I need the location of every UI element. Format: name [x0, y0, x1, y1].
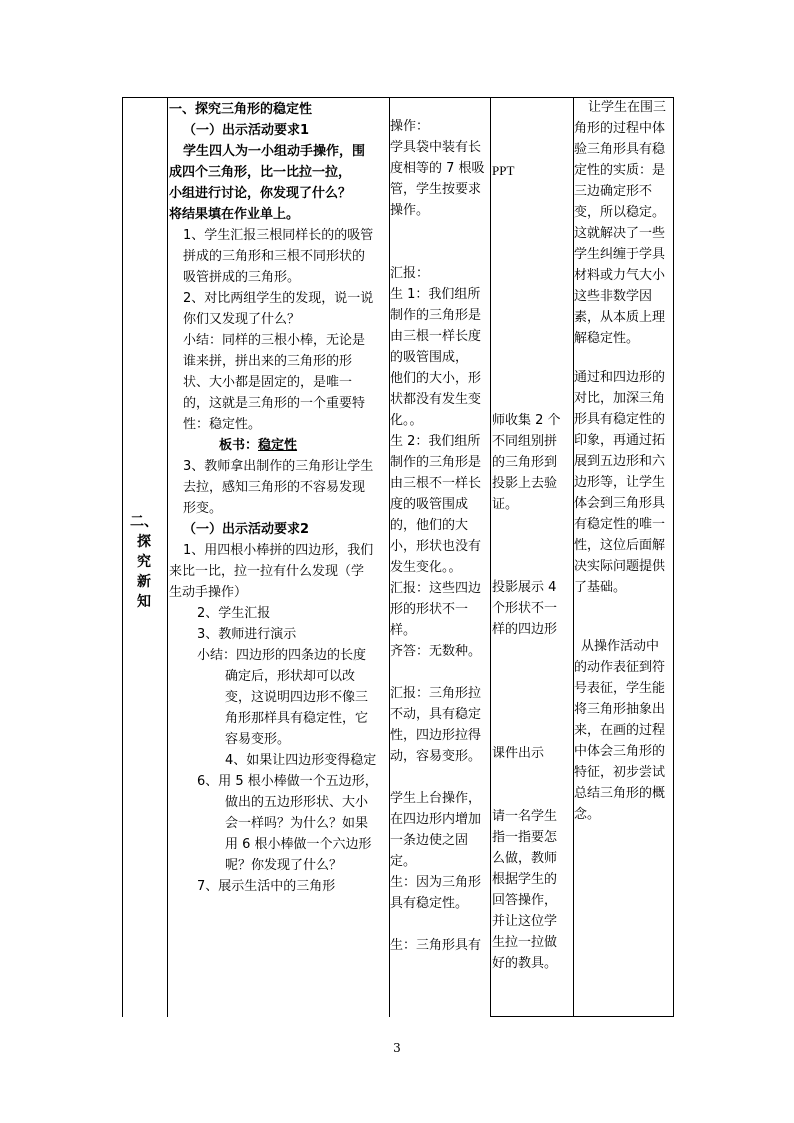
intent-text: 素，从本质上理	[574, 310, 666, 325]
report-3-text: 齐答：无数种。	[390, 644, 482, 659]
intent-text: 将三角形抽象出	[574, 702, 666, 717]
intent-text: 展到五边形和六	[574, 454, 666, 469]
report-1-text: 制作的三角形是	[390, 308, 482, 323]
projection-note	[492, 577, 557, 640]
report-1-text: 化。。	[390, 413, 423, 428]
activity-2-step-2: 2、学生汇报	[197, 606, 271, 621]
report-2-text: 由三根不一样长	[390, 476, 482, 491]
report-2-text: 度的吸管围成	[390, 497, 469, 512]
summary-2-text: 变，这说明四边形不像三	[225, 690, 369, 705]
final-student-text: 生：三角形具有	[390, 938, 482, 953]
stage-operation-text: 在四边形内增加	[390, 812, 482, 827]
table-border-left	[122, 97, 123, 1017]
intent-text: 学生纠缠于学具	[574, 247, 666, 262]
intent-text: 三边确定形不	[574, 184, 653, 199]
intent-text: 号表征，学生能	[574, 681, 666, 696]
collect-note	[492, 410, 561, 515]
intent-text: 形具有稳定性的	[574, 412, 666, 427]
projection-text: 样的四边形	[492, 622, 558, 637]
report-4-text: 性，四边形拉得	[390, 728, 482, 743]
operation-text: 度相等的 7 根吸	[390, 161, 485, 176]
intent-text: 变，所以稳定。	[574, 205, 666, 220]
board-writing	[169, 435, 388, 456]
activity-1-text: 小组进行讨论，你发现了什么？	[169, 186, 352, 201]
stage-operation-text: 学生上台操作，	[390, 791, 482, 806]
step-1-text: 1、学生汇报三根同样长的的吸管	[183, 228, 374, 243]
summary-2-text: 确定后，形状却可以改	[225, 669, 356, 684]
collect-text: 不同组别拼	[492, 434, 558, 449]
column-divider-3	[490, 97, 491, 1017]
stage-operation-text: 生：因为三角形	[390, 875, 482, 890]
intent-text: 材料或力气大小	[574, 268, 666, 283]
request-text: 并让这位学	[492, 914, 558, 929]
operation-text: 操作。	[390, 203, 430, 218]
activity-2-step-3: 3、教师进行演示	[197, 627, 297, 642]
request-text: 回答操作，	[492, 893, 558, 908]
report-2-text: 小，形状也没有	[390, 539, 482, 554]
step-4-text: 4、如果让四边形变得稳定	[225, 753, 377, 768]
step-3-text: 3、教师拿出制作的三角形让学生	[183, 459, 374, 474]
activity-1-text: 成四个三角形，比一比拉一拉，	[169, 165, 352, 180]
report-3-text: 形的形状不一	[390, 602, 469, 617]
intent-text: 念。	[574, 807, 601, 822]
intent-text: 这就解决了一些	[574, 226, 666, 241]
intent-text: 的动作表征到符	[574, 660, 666, 675]
summary-1-text: 的，这就是三角形的一个重要特	[183, 396, 366, 411]
activity-2-heading: （一）出示活动要求2	[183, 522, 310, 537]
intent-text: 特征，初步尝试	[574, 765, 666, 780]
intent-text: 有稳定性的唯一	[574, 517, 666, 532]
step-1-text: 吸管拼成的三角形。	[183, 270, 301, 285]
report-4-text: 不动，具有稳定	[390, 707, 482, 722]
step-6-text: 用 6 根小棒做一个六边形	[225, 837, 372, 852]
request-text: 么做，教师	[492, 851, 558, 866]
summary-2-text: 容易变形。	[225, 732, 291, 747]
intent-paragraph-3	[574, 636, 665, 825]
request-text: 根据学生的	[492, 872, 558, 887]
section-label-line: 新	[137, 574, 151, 590]
intent-text: 中体会三角形的	[574, 744, 666, 759]
intent-text: 体会到三角形具	[574, 496, 666, 511]
activity-1-text: 将结果填在作业单上。	[169, 207, 300, 222]
board-value: 稳定性	[258, 438, 298, 453]
report-3-text: 汇报：这些四边	[390, 581, 482, 596]
step-2-text: 你们又发现了什么？	[183, 312, 301, 327]
operation-text: 操作：	[390, 119, 430, 134]
section-label-line: 探	[137, 534, 151, 550]
activity-2-step-1: 生动手操作）	[169, 585, 248, 600]
activity-2-step-1: 来比一比，拉一拉有什么发现（学	[169, 564, 365, 579]
collect-text: 投影上去验	[492, 476, 558, 491]
intent-text: 印象，再通过拓	[574, 433, 666, 448]
activity-1-heading: （一）出示活动要求1	[183, 123, 310, 138]
table-border-bottom	[490, 1016, 674, 1017]
activity-1-text: 学生四人为一小组动手操作，围	[183, 144, 366, 159]
intent-text: 通过和四边形的	[574, 370, 666, 385]
section-label-line: 二、	[130, 514, 158, 530]
intent-text: 从操作活动中	[581, 639, 660, 654]
column-divider-1	[167, 97, 168, 1017]
collect-text: 证。	[492, 497, 519, 512]
intent-text: 定性的实质：是	[574, 163, 666, 178]
intent-text: 角形的过程中体	[574, 121, 666, 136]
section-label	[124, 512, 164, 612]
operation-text: 管，学生按要求	[390, 182, 482, 197]
summary-1-text: 状、大小都是固定的，是唯一	[183, 375, 353, 390]
section-label-line: 知	[137, 594, 151, 610]
board-label: 板书：	[219, 438, 259, 453]
request-note	[492, 806, 557, 974]
intent-text: 决实际问题提供	[574, 559, 666, 574]
report-2-text: 发生变化。。	[390, 560, 462, 575]
intent-paragraph-2	[574, 367, 665, 598]
report-3-text: 样。	[390, 623, 417, 638]
intent-text: 性，这位后面解	[574, 538, 666, 553]
section-label-line: 究	[137, 554, 151, 570]
report-4-text: 汇报：三角形拉	[390, 686, 482, 701]
step-6-text: 呢？你发现了什么？	[225, 858, 343, 873]
intent-text: 这些非数学因	[574, 289, 653, 304]
step-3-text: 去拉，感知三角形的不容易发现	[183, 480, 366, 495]
report-1-text: 由三根一样长度	[390, 329, 482, 344]
report-4-text: 动，容易变形。	[390, 749, 482, 764]
step-7-text: 7、展示生活中的三角形	[197, 879, 336, 894]
intent-text: 解稳定性。	[574, 331, 640, 346]
report-1-text: 他们的大小，形	[390, 371, 482, 386]
step-6-text: 6、用 5 根小棒做一个五边形，	[197, 774, 378, 789]
courseware-label: 课件出示	[492, 746, 545, 761]
report-2-text: 生 2：我们组所	[390, 434, 481, 449]
projection-text: 个形状不一	[492, 601, 558, 616]
summary-1-text: 谁来拼，拼出来的三角形的形	[183, 354, 353, 369]
intent-text: 验三角形具有稳	[574, 142, 666, 157]
step-1-text: 拼成的三角形和三根不同形状的	[183, 249, 366, 264]
report-1-text: 的吸管围成，	[390, 350, 469, 365]
report-1-text: 汇报：	[390, 266, 430, 281]
table-border-right	[673, 97, 674, 1017]
report-1-text: 生 1：我们组所	[390, 287, 481, 302]
intent-text: 边形等，让学生	[574, 475, 666, 490]
activity-2-step-1: 1、用四根小棒拼的四边形，我们	[183, 543, 374, 558]
stage-operation-text: 具有稳定性。	[390, 896, 469, 911]
process-title: 一、探究三角形的稳定性	[169, 102, 313, 117]
summary-1-text: 性：稳定性。	[183, 417, 262, 432]
report-2-text: 的，他们的大	[390, 518, 469, 533]
intent-text: 总结三角形的概	[574, 786, 666, 801]
intent-text: 来，在画的过程	[574, 723, 666, 738]
summary-1-text: 小结：同样的三根小棒，无论是	[183, 333, 366, 348]
intent-text: 对比，加深三角	[574, 391, 666, 406]
request-text: 指一指要怎	[492, 830, 558, 845]
report-2-text: 制作的三角形是	[390, 455, 482, 470]
operation-text: 学具袋中装有长	[390, 140, 482, 155]
request-text: 请一名学生	[492, 809, 558, 824]
summary-2-text: 角形那样具有稳定性，它	[225, 711, 369, 726]
step-2-text: 2、对比两组学生的发现，说一说	[183, 291, 374, 306]
intent-text: 让学生在围三	[588, 100, 667, 115]
step-3-text: 形变。	[183, 501, 223, 516]
stage-operation-text: 一条边使之固	[390, 833, 469, 848]
collect-text: 师收集 2 个	[492, 413, 561, 428]
collect-text: 的三角形到	[492, 455, 558, 470]
report-1-text: 状都没有发生变	[390, 392, 482, 407]
ppt-label: PPT	[492, 163, 515, 178]
intent-text: 了基础。	[574, 580, 627, 595]
summary-2-text: 小结：四边形的四条边的长度	[197, 648, 367, 663]
teaching-process-cell	[169, 99, 388, 897]
request-text: 生拉一拉做	[492, 935, 558, 950]
request-text: 好的教具。	[492, 956, 558, 971]
student-activity-cell	[390, 116, 490, 956]
step-6-text: 做出的五边形形状、大小	[225, 795, 369, 810]
stage-operation-text: 定。	[390, 854, 417, 869]
projection-text: 投影展示 4	[492, 580, 557, 595]
step-6-text: 会一样吗？为什么？如果	[225, 816, 369, 831]
intent-paragraph-1	[574, 97, 666, 349]
page-number: 3	[393, 1041, 401, 1055]
